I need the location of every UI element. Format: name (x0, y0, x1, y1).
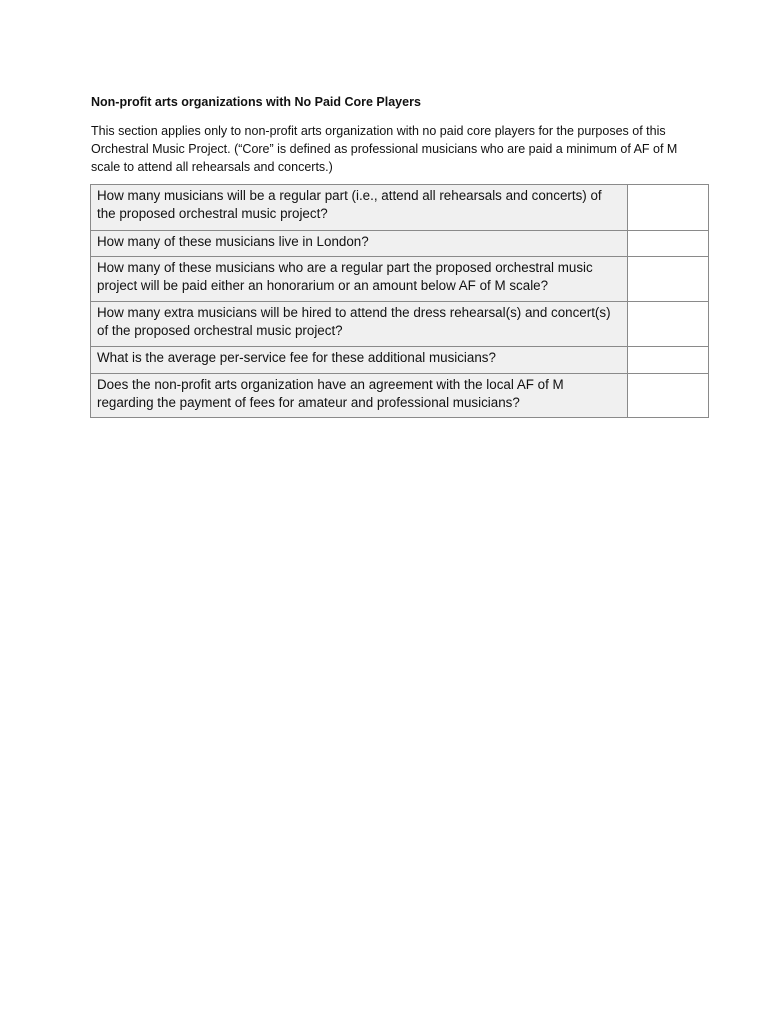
table-row (91, 185, 709, 231)
question-cell: Does the non-profit arts organization have an agreement with the local AF of M regarding the payment of fees for amateur and professional musicians? (91, 374, 628, 418)
question-cell: How many musicians will be a regular part (i.e., attend all rehearsals and concerts) of the proposed orchestral music project? (91, 185, 628, 231)
question-cell: How many extra musicians will be hired to attend the dress rehearsal(s) and concert(s) of the proposed orchestral music project? (91, 302, 628, 347)
table-row (91, 257, 709, 302)
section-description: This section applies only to non-profit arts organization with no paid core players for the purposes of this Orchestral Music Project. (“Core” is defined as professional musicians who are paid a minimum of AF of M scale to attend all rehearsals and concerts.) (91, 124, 678, 174)
table-row (91, 374, 709, 418)
answer-cell[interactable] (628, 185, 709, 231)
questions-table (90, 184, 709, 418)
section-title: Non-profit arts organizations with No Paid Core Players (91, 95, 421, 109)
answer-cell[interactable] (628, 347, 709, 374)
question-cell: How many of these musicians who are a regular part the proposed orchestral music project will be paid either an honorarium or an amount below AF of M scale? (91, 257, 628, 302)
question-cell: What is the average per-service fee for these additional musicians? (91, 347, 628, 374)
table-row (91, 302, 709, 347)
answer-cell[interactable] (628, 257, 709, 302)
table-row (91, 347, 709, 374)
table-row (91, 231, 709, 257)
answer-cell[interactable] (628, 231, 709, 257)
answer-cell[interactable] (628, 374, 709, 418)
answer-cell[interactable] (628, 302, 709, 347)
question-cell: How many of these musicians live in London? (91, 231, 628, 257)
